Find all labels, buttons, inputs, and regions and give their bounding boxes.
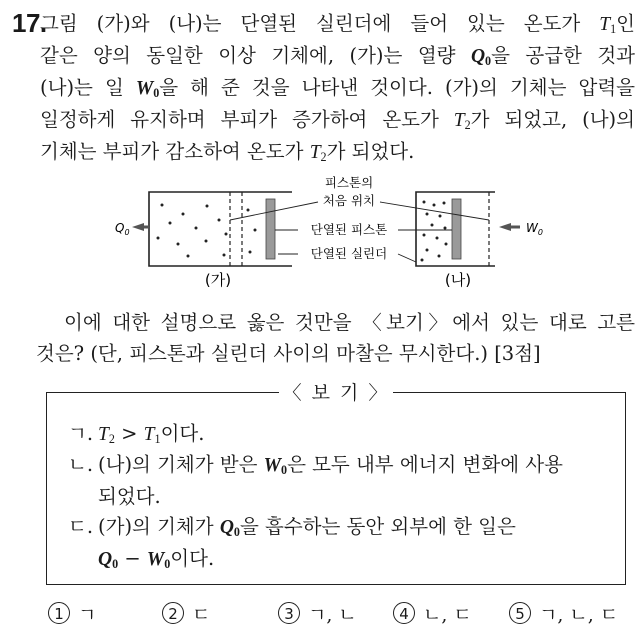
math-variable: $Q_0$ [219,517,240,540]
bogi-title [46,378,626,406]
choice-text: ㄴ, ㄷ [423,604,472,626]
answer-choice-5[interactable] [509,600,618,627]
work-arrow [499,223,520,231]
math-variable: $T_2$ [309,142,327,165]
bogi-item-text: (나)의 기체가 받은 $W_0$은 모두 내부 에너지 변화에 사용 [98,453,563,478]
choice-text: ㄱ, ㄴ, ㄷ [539,604,619,626]
question-stem [40,8,635,168]
label-insulated-cylinder: 단열된 실린더 [310,246,388,261]
choice-number: 3 [278,602,300,624]
label-insulated-piston: 단열된 피스톤 [310,222,388,237]
caption-na: (나) [444,271,472,289]
caption-ga: (가) [204,271,232,289]
bogi-item [68,418,618,450]
answer-choice-4[interactable] [393,600,472,627]
label-piston-initial-2: 처음 위치 [322,193,376,208]
cylinder-figure [0,172,643,297]
label-piston-initial-1: 피스톤의 [324,175,374,190]
heat-arrow [132,223,149,231]
stem-line: (나)는 일 $W_0$을 해 준 것을 나타낸 것이다. (가)의 기체는 압력을 [40,76,636,101]
insulated-piston-ga [266,199,275,259]
leader-cylinder-na [398,254,416,262]
bogi-item-text: 되었다. [98,485,161,508]
question-prompt [36,307,635,369]
insulated-piston-na [452,199,461,259]
bogi-item-text: $T_2 > T_1$이다. [98,422,205,447]
choice-number: 2 [162,602,184,624]
bogi-item-marker: ㄴ. [68,453,94,476]
choice-text: ㄱ, ㄴ [308,604,357,626]
stem-line: 같은 양의 동일한 이상 기체에, (가)는 열량 $Q_0$을 공급한 것과 [40,44,635,69]
choice-text: ㄷ [192,604,211,626]
answer-choice-3[interactable] [278,600,357,627]
bogi-item-marker: ㄷ. [68,515,94,538]
math-variable: $T_1$ [143,424,161,447]
choice-number: 4 [393,602,415,624]
bogi-title-text: 〈 보 기 〉 [279,382,394,404]
bogi-item-text: (가)의 기체가 $Q_0$을 흡수하는 동안 외부에 한 일은 [98,515,516,540]
work-label: $W_0$ [526,221,543,237]
bogi-item [68,511,618,575]
math-variable: $Q_0$ [470,46,492,69]
math-variable: $W_0$ [263,455,288,478]
answer-choice-2[interactable] [162,600,210,627]
question-number: 17. [12,8,47,38]
bogi-item-marker: ㄱ. [68,422,94,445]
math-variable: $T_2$ [98,424,115,447]
bogi-item-text: $Q_0 - W_0$이다. [98,547,215,572]
prompt-line: 것은? (단, 피스톤과 실린더 사이의 마찰은 무시한다.) [3점] [36,342,541,365]
cylinder-ga [115,192,292,266]
cylinder-na [416,192,543,266]
math-variable: $T_2$ [453,110,471,133]
answer-choice-1[interactable] [48,600,96,627]
stem-line: 그림 (가)와 (나)는 단열된 실린더에 들어 있는 온도가 $T_1$인 [40,12,635,37]
math-variable: $Q_0$ [98,549,119,572]
math-variable: $T_1$ [599,14,617,37]
stem-line: 일정하게 유지하며 부피가 증가하여 온도가 $T_2$가 되었고, (나)의 [40,108,635,133]
prompt-line: 이에 대한 설명으로 옳은 것만을 〈보기〉에서 있는 대로 고른 [64,311,635,334]
math-variable: $W_0$ [146,549,171,572]
math-variable: $W_0$ [135,78,160,101]
choice-number: 1 [48,602,70,624]
choice-text: ㄱ [78,604,97,626]
bogi-item [68,449,618,512]
heat-label: $Q_0$ [115,221,130,237]
choice-number: 5 [509,602,531,624]
stem-line: 기체는 부피가 감소하여 온도가 $T_2$가 되었다. [40,140,415,165]
